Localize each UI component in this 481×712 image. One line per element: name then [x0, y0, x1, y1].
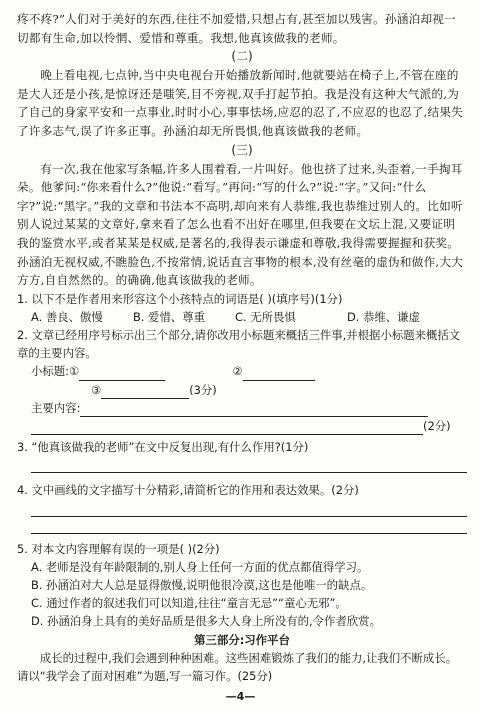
q2-subtitle-label: 小标题:① [31, 364, 80, 379]
section-heading-2: (二) [231, 49, 253, 64]
q5-option-a[interactable]: A. 老师是没有年龄限制的,别人身上任何一方面的优点都值得学习。 [31, 559, 369, 574]
page-number: —4— [225, 690, 256, 703]
q2-subtitle-blank-2[interactable] [243, 366, 315, 381]
part-3-writing-prompt: 成长的过程中,我们会遇到种种困难。这些困难锻炼了我们的能力,让我们不断成长。请以“我学会了面对困难”为题,写一篇习作。(25分) [17, 650, 458, 683]
q1-option-b[interactable]: B. 爱惜、尊重 [133, 309, 206, 324]
q1-option-d[interactable]: D. 恭维、谦虚 [347, 309, 420, 324]
q2-main-content-row-2 [17, 417, 467, 435]
q4-answer-line-1[interactable] [31, 500, 467, 517]
question-3: 3. “他真该做我的老师”在文中反复出现,有什么作用?(1分) [17, 440, 309, 455]
q2-subtitle-blank-3[interactable] [101, 384, 189, 399]
q2-subtitle-row-1 [17, 362, 467, 380]
q2-subtitle-mark-2: ② [232, 364, 243, 379]
question-5: 5. 对本文内容理解有误的一项是( )(2分) [17, 541, 220, 556]
question-1-options [17, 308, 467, 326]
question-1: 1. 以下不是作者用来形容这个小孩特点的词语是( )(填序号)(1分) [17, 291, 343, 306]
q2-subtitle-score: (3分) [189, 382, 217, 397]
q5-option-d[interactable]: D. 孙涵泊身上具有的美好品质是很多大人身上所没有的,令作者欣赏。 [31, 614, 381, 629]
question-4: 4. 文中画线的文字描写十分精彩,请简析它的作用和表达效果。(2分) [17, 483, 359, 498]
q2-main-content-blank-1[interactable] [80, 402, 428, 417]
exam-page [17, 10, 467, 685]
q4-answer-line-2[interactable] [31, 517, 467, 534]
q2-main-content-blank-2[interactable] [31, 420, 423, 435]
part-3-heading: 第三部分:习作平台 [194, 632, 290, 647]
q5-option-b[interactable]: B. 孙涵泊对大人总是显得傲慢,说明他很冷漠,这也是他唯一的缺点。 [31, 577, 373, 592]
q2-main-content-label: 主要内容: [31, 400, 81, 415]
q2-subtitle-blank-1[interactable] [79, 366, 165, 381]
q1-option-a[interactable]: A. 善良、傲慢 [31, 309, 103, 324]
question-2: 2. 文章已经用序号标示出三个部分,请你改用小标题来概括三件事,并根据小标题来概括文章的主要内容。 [17, 327, 461, 361]
passage-paragraph-2: 晚上看电视,七点钟,当中央电视台开始播放新闻时,他就要站在椅子上,不管在座的是大人还是小孩,是惊讶还是嗤笑,目不旁视,双手打起节拍。我是没有这种大气派的,为了自己的身家平安和一点事业,时时小心,事事怯场,应忍的忍了,不应忍的也忍了,结果失了许多志气,误了许多正事。孙涵泊却无所畏惧,他真该做我的老师。 [17, 68, 464, 138]
q5-option-c[interactable]: C. 通过作者的叙述我们可以知道,往往“童言无忌”“童心无邪”。 [31, 596, 347, 611]
passage-paragraph-1: 疼不疼?”人们对于美好的东西,往往不加爱惜,只想占有,甚至加以残害。孙涵泊却视一切都有生命,加以怜惘、爱惜和尊重。我想,他真该做我的老师。 [17, 12, 456, 45]
q1-option-c[interactable]: C. 无所畏惧 [235, 309, 296, 324]
section-heading-3: (三) [231, 142, 253, 157]
q2-subtitle-mark-3: ③ [91, 382, 102, 397]
q2-subtitle-row-2 [17, 381, 467, 399]
q2-main-content-row [17, 399, 467, 417]
passage-paragraph-3: 有一次,我在他家写条幅,许多人围着看,一片叫好。他也挤了过来,头歪着,一手掏耳朵。他爹问:“你来看什么?”他说:“看写。”再问:“写的什么?”说:“字。”又问:“什么字?”说:“黑字。”我的文章和书法本不高明,却向来有人恭维,我也恭维过别人的。比如听别人说过某某的文章好,拿来看了怎么也看不出好在哪里,但我要在文坛上混,又要证明我的鉴赏水平,或者某某是权威,是著名的,我得表示谦虚和尊敬,我得需要握握和获奖。孙涵泊无视权威,不瞧脸色,不按常情,说话直言事物的根本,没有丝毫的虚伪和做作,大大方方,自自然然的。的确确,他真该做我的老师。 [17, 161, 464, 288]
q2-main-score: (2分) [423, 418, 451, 433]
q3-answer-line[interactable] [31, 456, 467, 473]
